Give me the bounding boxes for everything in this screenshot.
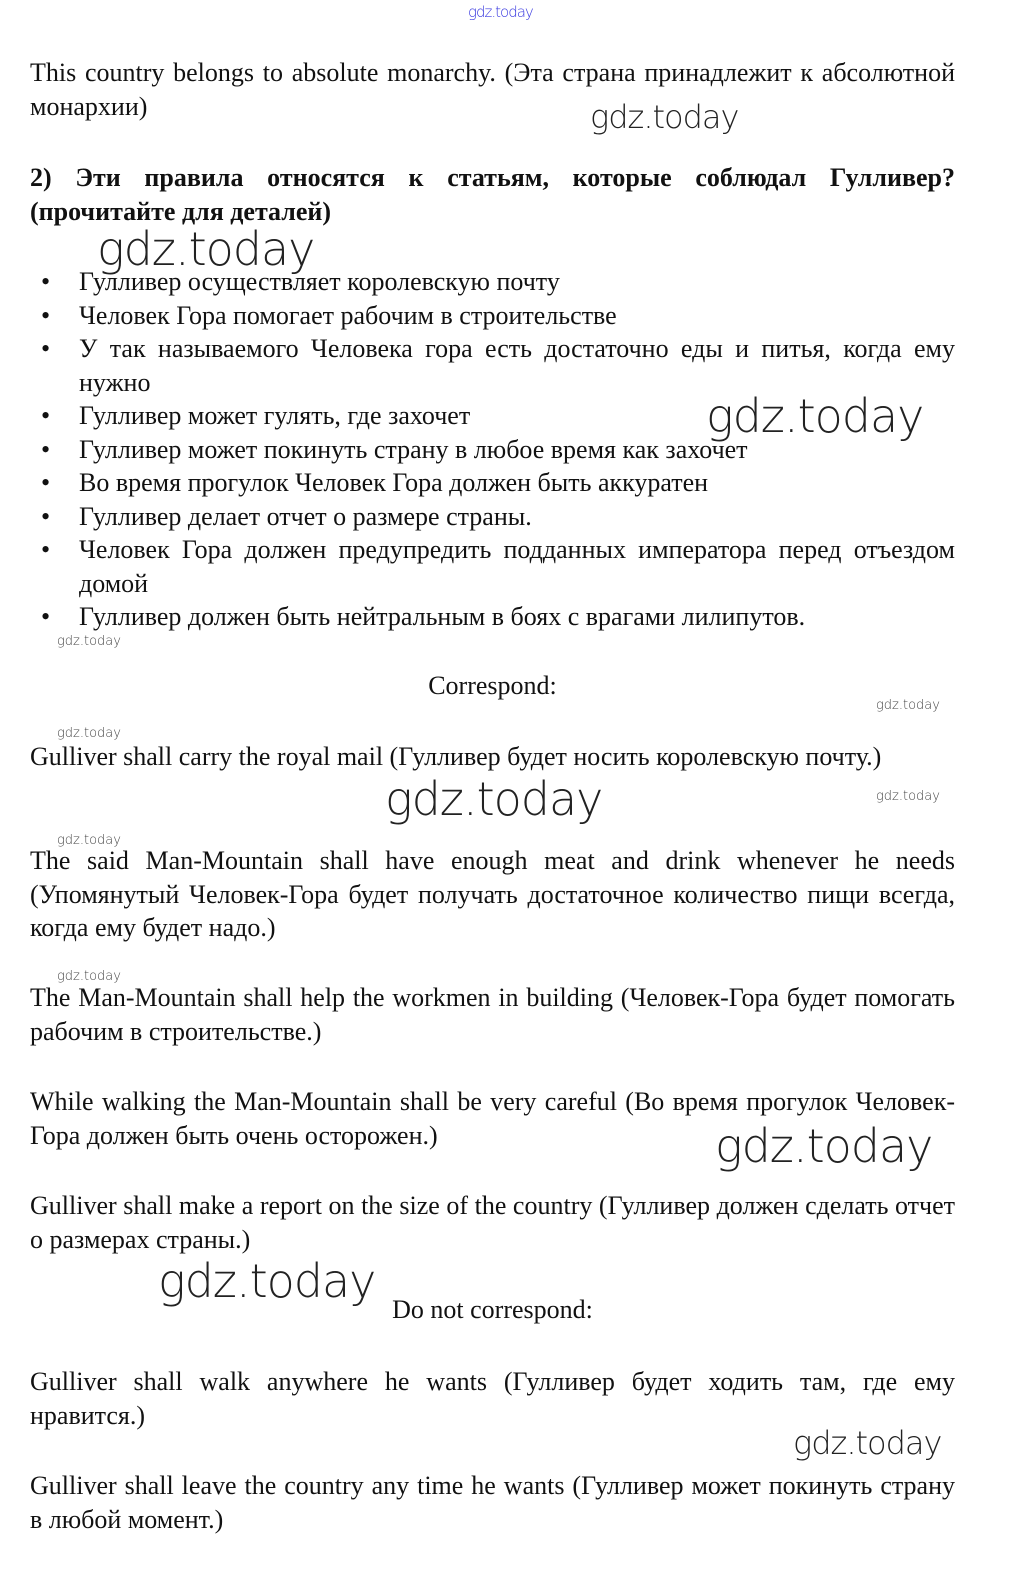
watermark: gdz.today <box>876 789 940 804</box>
rules-list <box>30 265 955 634</box>
intro-paragraph: This country belongs to absolute monarchy. (Эта страна принадлежит к абсолютной монархии) <box>30 58 955 121</box>
watermark: gdz.today <box>590 98 739 136</box>
list-item: • Гулливер делает отчет о размере страны. <box>30 500 955 534</box>
list-item: • Гулливер должен быть нейтральным в боях с врагами лилипутов. <box>30 600 955 634</box>
not-correspond-heading: Do not correspond: <box>392 1295 593 1324</box>
bullet-icon: • <box>41 300 51 330</box>
bullet-icon: • <box>41 434 51 464</box>
list-item: • Гулливер может гулять, где захочет <box>30 399 955 433</box>
correspond-item: Gulliver shall make a report on the size of the country (Гулливер должен сделать отчет о размерах страны.) <box>30 1191 955 1254</box>
bullet-icon: • <box>41 602 51 631</box>
question-heading: 2) Эти правила относятся к статьям, которые соблюдал Гулливер? (прочитайте для деталей) <box>30 163 955 226</box>
watermark: gdz.today <box>57 726 121 741</box>
watermark: gdz.today <box>715 1119 933 1173</box>
correspond-heading: Correspond: <box>428 671 557 700</box>
watermark: gdz.today <box>793 1424 942 1462</box>
list-item: • Человек Гора помогает рабочим в строительстве <box>30 299 955 333</box>
watermark: gdz.today <box>876 698 940 713</box>
list-item: • Человек Гора должен предупредить подданных императора перед отъездом домой <box>41 535 955 598</box>
bullet-icon: • <box>41 468 51 497</box>
watermark: gdz.today <box>97 222 315 276</box>
watermark: gdz.today <box>158 1254 376 1308</box>
bullet-icon: • <box>41 501 51 531</box>
bullet-icon: • <box>41 535 51 564</box>
correspond-item: Gulliver shall carry the royal mail (Гулливер будет носить королевскую почту.) <box>30 742 882 771</box>
list-item: • У так называемого Человека гора есть достаточно еды и питья, когда ему нужно <box>41 334 955 397</box>
not-correspond-item: Gulliver shall walk anywhere he wants (Гулливер будет ходить там, где ему нравится.) <box>30 1367 955 1430</box>
bullet-icon: • <box>41 267 51 296</box>
bullet-icon: • <box>41 401 51 430</box>
watermark: gdz.today <box>57 634 121 649</box>
list-item: • Гулливер может покинуть страну в любое время как захочет <box>30 433 955 467</box>
correspond-item: The said Man-Mountain shall have enough meat and drink whenever he needs (Упомянутый Человек-Гора будет получать достаточное количество пищи всегда, когда ему будет надо.) <box>30 846 955 942</box>
watermark: gdz.today <box>57 969 121 984</box>
correspond-item: While walking the Man-Mountain shall be very careful (Во время прогулок Человек-Гора должен быть очень осторожен.) <box>30 1087 955 1150</box>
correspond-item: The Man-Mountain shall help the workmen in building (Человек-Гора будет помогать рабочим в строительстве.) <box>30 983 955 1046</box>
watermark: gdz.today <box>706 389 924 443</box>
list-item: • Гулливер осуществляет королевскую почту <box>30 265 955 299</box>
bullet-icon: • <box>41 334 51 363</box>
watermark: gdz.today <box>385 772 603 826</box>
header-watermark: gdz.today <box>468 3 533 21</box>
list-item: • Во время прогулок Человек Гора должен быть аккуратен <box>30 466 955 500</box>
watermark: gdz.today <box>57 833 121 848</box>
not-correspond-item: Gulliver shall leave the country any time he wants (Гулливер может покинуть страну в любой момент.) <box>30 1471 955 1534</box>
